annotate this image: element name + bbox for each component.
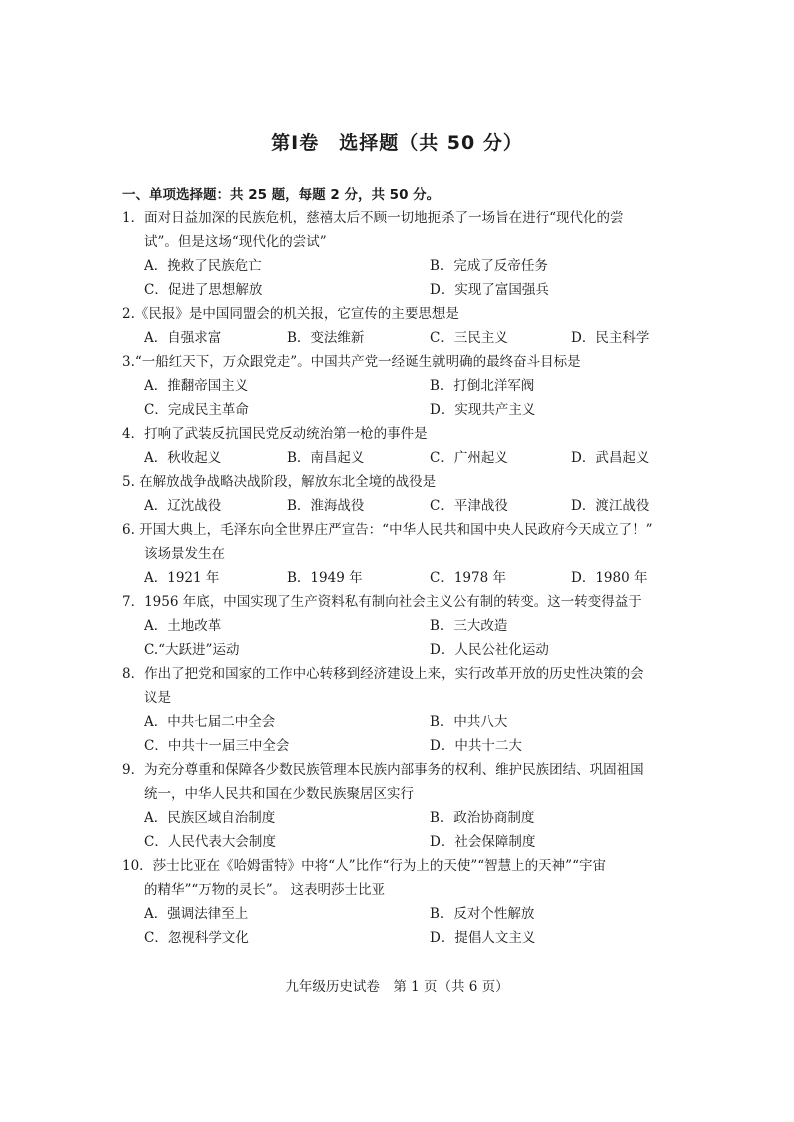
question-stem-line: 的精华”“万物的灵长”。 这表明莎士比亚 bbox=[144, 882, 385, 898]
answer-option: D．中共十二大 bbox=[430, 738, 522, 754]
answer-option: A．自强求富 bbox=[144, 330, 222, 346]
answer-option: D．实现共产主义 bbox=[430, 402, 536, 418]
question-5 bbox=[122, 470, 682, 518]
answer-option: B．南昌起义 bbox=[287, 450, 365, 466]
answer-option: D．实现了富国强兵 bbox=[430, 282, 549, 298]
option-row bbox=[122, 734, 682, 758]
question-stem-line: 8．作出了把党和国家的工作中心转移到经济建设上来，实行改革开放的历史性决策的会 bbox=[122, 666, 644, 682]
option-row bbox=[122, 398, 682, 422]
question-stem-line: 9．为充分尊重和保障各少数民族管理本民族内部事务的权利、维护民族团结、巩固祖国 bbox=[122, 762, 644, 778]
question-stem-line: 3.“一船红天下，万众跟党走”。中国共产党一经诞生就明确的最终奋斗目标是 bbox=[122, 354, 581, 370]
option-row bbox=[122, 494, 682, 518]
question-stem-line: 统一，中华人民共和国在少数民族聚居区实行 bbox=[144, 786, 414, 802]
answer-option: D．武昌起义 bbox=[571, 450, 650, 466]
answer-option: C．平津战役 bbox=[430, 498, 508, 514]
option-row bbox=[122, 326, 682, 350]
answer-option: D．人民公社化运动 bbox=[430, 642, 549, 658]
question-stem-line: 10．莎士比亚在《哈姆雷特》中将“人”比作“行为上的天使”“智慧上的天神”“宇宙 bbox=[122, 858, 606, 874]
option-row bbox=[122, 830, 682, 854]
option-row bbox=[122, 806, 682, 830]
answer-option: B．打倒北洋军阀 bbox=[430, 378, 535, 394]
answer-option: A．土地改革 bbox=[144, 618, 222, 634]
option-row bbox=[122, 254, 682, 278]
answer-option: A．中共七届二中全会 bbox=[144, 714, 276, 730]
question-stem-line: 6. 开国大典上，毛泽东向全世界庄严宣告：“中华人民共和国中央人民政府今天成立了！” bbox=[122, 522, 653, 538]
answer-option: B．完成了反帝任务 bbox=[430, 258, 548, 274]
option-row bbox=[122, 614, 682, 638]
answer-option: C．1978 年 bbox=[430, 570, 506, 586]
question-stem-line: 2.《民报》是中国同盟会的机关报，它宣传的主要思想是 bbox=[122, 306, 459, 322]
answer-option: A．秋收起义 bbox=[144, 450, 222, 466]
answer-option: C．忽视科学文化 bbox=[144, 930, 249, 946]
answer-option: A．辽沈战役 bbox=[144, 498, 222, 514]
answer-option: C.“大跃进”运动 bbox=[144, 642, 240, 658]
section-header: 一、单项选择题：共 25 题，每题 2 分，共 50 分。 bbox=[122, 187, 441, 203]
question-8 bbox=[122, 662, 682, 758]
answer-option: A．推翻帝国主义 bbox=[144, 378, 249, 394]
answer-option: D．1980 年 bbox=[571, 570, 648, 586]
question-2 bbox=[122, 302, 682, 350]
question-3 bbox=[122, 350, 682, 422]
question-stem-line: 1．面对日益加深的民族危机，慈禧太后不顾一切地扼杀了一场旨在进行“现代化的尝 bbox=[122, 210, 624, 226]
answer-option: A．强调法律至上 bbox=[144, 906, 249, 922]
option-row bbox=[122, 902, 682, 926]
option-row bbox=[122, 926, 682, 950]
option-row bbox=[122, 446, 682, 470]
answer-option: B．反对个性解放 bbox=[430, 906, 535, 922]
option-row bbox=[122, 566, 682, 590]
answer-option: C．中共十一届三中全会 bbox=[144, 738, 290, 754]
question-1 bbox=[122, 206, 682, 302]
question-stem-line: 议是 bbox=[144, 690, 171, 706]
question-10 bbox=[122, 854, 682, 950]
answer-option: D．渡江战役 bbox=[571, 498, 650, 514]
question-9 bbox=[122, 758, 682, 854]
answer-option: A．民族区域自治制度 bbox=[144, 810, 276, 826]
answer-option: A．挽救了民族危亡 bbox=[144, 258, 262, 274]
page-title: 第Ⅰ卷 选择题（共 50 分） bbox=[271, 132, 523, 154]
answer-option: C．广州起义 bbox=[430, 450, 508, 466]
answer-option: A．1921 年 bbox=[144, 570, 220, 586]
question-stem-line: 试”。但是这场“现代化的尝试” bbox=[144, 234, 327, 250]
option-row bbox=[122, 710, 682, 734]
answer-option: D．社会保障制度 bbox=[430, 834, 536, 850]
answer-option: C．三民主义 bbox=[430, 330, 508, 346]
answer-option: B．政治协商制度 bbox=[430, 810, 535, 826]
answer-option: B．1949 年 bbox=[287, 570, 363, 586]
option-row bbox=[122, 374, 682, 398]
question-7 bbox=[122, 590, 682, 662]
question-stem-line: 4．打响了武装反抗国民党反动统治第一枪的事件是 bbox=[122, 426, 428, 442]
question-stem-line: 该场景发生在 bbox=[144, 546, 225, 562]
question-list bbox=[122, 206, 682, 950]
question-6 bbox=[122, 518, 682, 590]
answer-option: C．人民代表大会制度 bbox=[144, 834, 276, 850]
question-stem-line: 5. 在解放战争战略决战阶段，解放东北全境的战役是 bbox=[122, 474, 437, 490]
option-row bbox=[122, 278, 682, 302]
answer-option: C．完成民主革命 bbox=[144, 402, 249, 418]
answer-option: D．民主科学 bbox=[571, 330, 650, 346]
answer-option: B．中共八大 bbox=[430, 714, 508, 730]
question-stem-line: 7．1956 年底，中国实现了生产资料私有制向社会主义公有制的转变。这一转变得益于 bbox=[122, 594, 642, 610]
question-4 bbox=[122, 422, 682, 470]
answer-option: B．淮海战役 bbox=[287, 498, 365, 514]
page-footer: 九年级历史试卷 第 1 页（共 6 页） bbox=[285, 979, 509, 995]
answer-option: C．促进了思想解放 bbox=[144, 282, 263, 298]
answer-option: D．提倡人文主义 bbox=[430, 930, 536, 946]
option-row bbox=[122, 638, 682, 662]
answer-option: B．变法维新 bbox=[287, 330, 365, 346]
answer-option: B．三大改造 bbox=[430, 618, 508, 634]
